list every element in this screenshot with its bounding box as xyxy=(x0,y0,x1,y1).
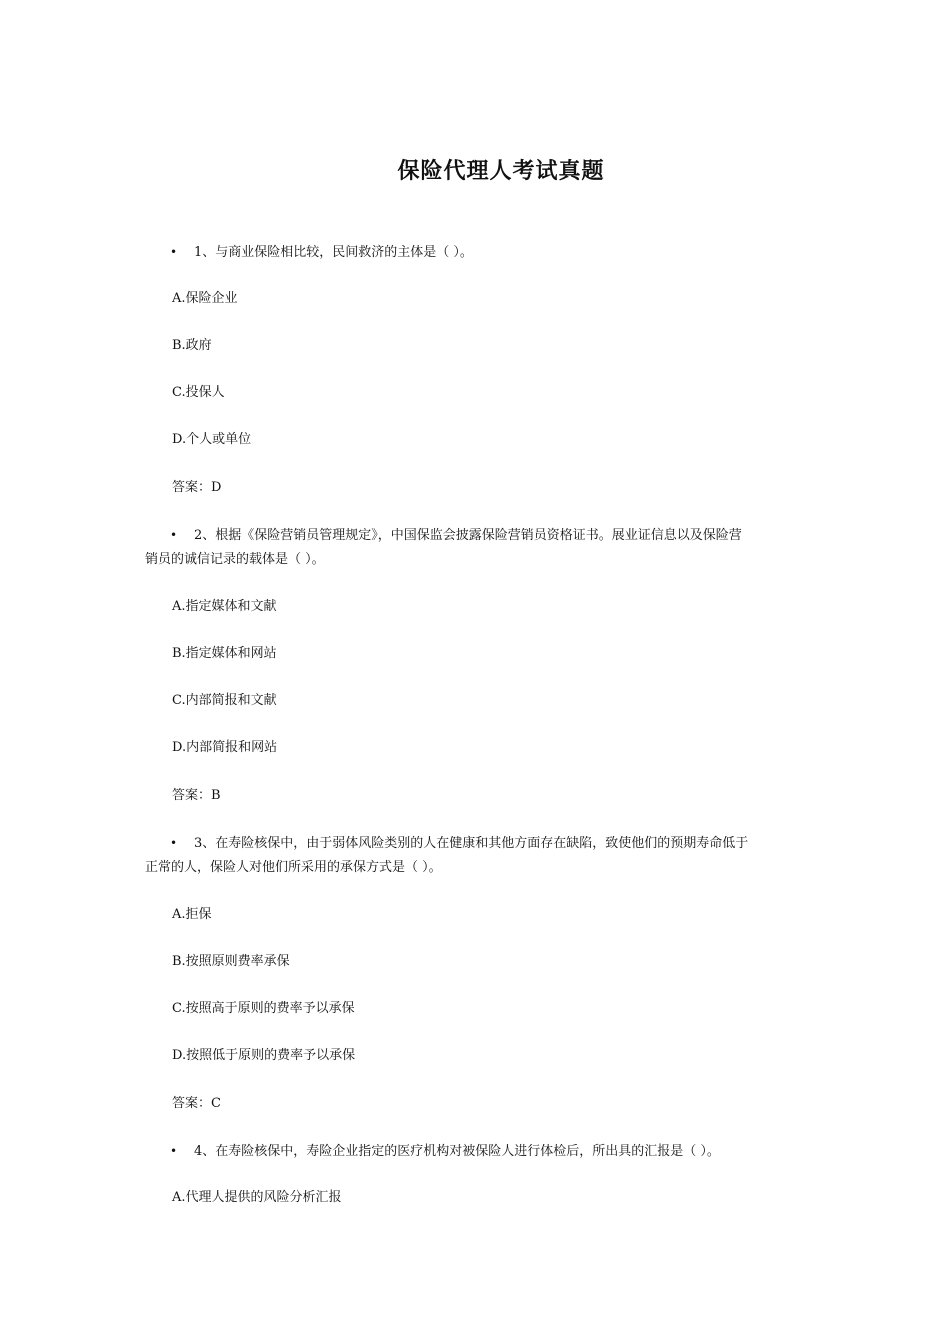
option-c: C.投保人 xyxy=(172,385,225,400)
question-2 xyxy=(170,525,742,546)
question-3 xyxy=(170,833,748,854)
question-stem: 3、在寿险核保中，由于弱体风险类别的人在健康和其他方面存在缺陷，致使他们的预期寿命低于 xyxy=(194,836,749,851)
question-1 xyxy=(170,242,473,263)
option-b: B.指定媒体和网站 xyxy=(172,646,277,661)
option-d: D.内部简报和网站 xyxy=(172,740,278,755)
document-title: 保险代理人考试真题 xyxy=(397,159,605,184)
bullet: • xyxy=(170,836,178,850)
option-a: A.拒保 xyxy=(172,907,212,922)
bullet: • xyxy=(170,1144,178,1158)
answer: 答案：D xyxy=(172,480,222,495)
question-stem: 4、在寿险核保中，寿险企业指定的医疗机构对被保险人进行体检后，所出具的汇报是（ ）。 xyxy=(194,1144,720,1159)
option-a: A.保险企业 xyxy=(172,291,238,306)
option-c: C.内部简报和文献 xyxy=(172,693,277,708)
option-a: A.代理人提供的风险分析汇报 xyxy=(172,1190,342,1205)
option-b: B.按照原则费率承保 xyxy=(172,954,290,969)
question-stem-continued: 销员的诚信记录的载体是（ ）。 xyxy=(145,552,325,567)
question-stem: 1、与商业保险相比较，民间救济的主体是（ ）。 xyxy=(194,245,473,260)
option-c: C.按照高于原则的费率予以承保 xyxy=(172,1001,355,1016)
answer: 答案：B xyxy=(172,788,221,803)
option-d: D.个人或单位 xyxy=(172,432,252,447)
option-a: A.指定媒体和文献 xyxy=(172,599,277,614)
answer: 答案：C xyxy=(172,1096,221,1111)
option-d: D.按照低于原则的费率予以承保 xyxy=(172,1048,356,1063)
question-4 xyxy=(170,1141,720,1162)
option-b: B.政府 xyxy=(172,338,212,353)
question-stem: 2、根据《保险营销员管理规定》，中国保监会披露保险营销员资格证书。展业证信息以及保险营 xyxy=(194,528,742,543)
bullet: • xyxy=(170,245,178,259)
question-stem-continued: 正常的人，保险人对他们所采用的承保方式是（ ）。 xyxy=(145,860,442,875)
bullet: • xyxy=(170,528,178,542)
